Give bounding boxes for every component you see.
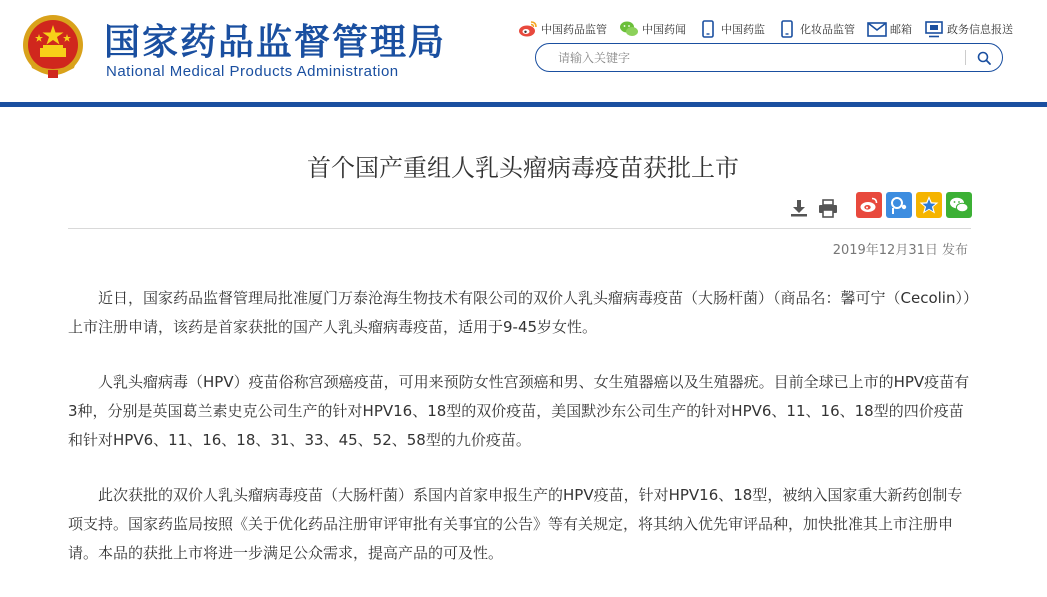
- toplink-label: 邮箱: [890, 23, 912, 36]
- publish-date: 2019年12月31日 发布: [832, 243, 968, 258]
- qzone-star-icon: [919, 195, 939, 215]
- search-button[interactable]: [973, 47, 994, 68]
- download-button[interactable]: [788, 197, 810, 219]
- share-wechat-button[interactable]: [946, 192, 972, 218]
- print-icon: [818, 199, 838, 218]
- wechat-icon: [949, 196, 969, 214]
- toplink-weibo[interactable]: [518, 19, 607, 39]
- site-header: [0, 0, 1047, 100]
- wechat-icon: [619, 19, 639, 39]
- share-tqq-button[interactable]: [886, 192, 912, 218]
- article-paragraph: 近日，国家药品监督管理局批准厦门万泰沧海生物技术有限公司的双价人乳头瘤病毒疫苗（大肠杆菌）（商品名：馨可宁（Cecolin））上市注册申请，该药是首家获批的国产人乳头瘤病毒疫苗，适用于9-45岁女性。: [68, 289, 971, 336]
- weibo-icon: [518, 19, 538, 39]
- national-emblem-icon: [18, 12, 88, 82]
- title-divider: [68, 228, 971, 229]
- mobile-icon: [777, 19, 797, 39]
- toplink-cosmetics[interactable]: [777, 19, 855, 39]
- share-bar: [856, 192, 972, 218]
- search-box: [535, 43, 1003, 72]
- search-divider: [965, 50, 966, 65]
- article-paragraph: 人乳头瘤病毒（HPV）疫苗俗称宫颈癌疫苗，可用来预防女性宫颈癌和男、女生殖器癌以及生殖器疣。目前全球已上市的HPV疫苗有3种，分别是英国葛兰素史克公司生产的针对HPV16、18型的双价疫苗，美国默沙东公司生产的针对HPV6、11、16、18型的四价疫苗和针对HPV6、11、16、18、31、33、45、52、58型的九价疫苗。: [68, 373, 970, 449]
- toplink-label: 中国药品监管: [541, 23, 607, 36]
- mail-icon: [867, 19, 887, 39]
- article-body: [68, 284, 971, 594]
- toplink-label: 中国药闻: [642, 23, 686, 36]
- monitor-icon: [924, 19, 944, 39]
- weibo-icon: [859, 196, 879, 214]
- article-title: 首个国产重组人乳头瘤病毒疫苗获批上市: [307, 154, 739, 182]
- site-title-en[interactable]: National Medical Products Administration: [106, 63, 399, 80]
- toplink-nmpa-app[interactable]: [698, 19, 765, 39]
- toplink-gov-info[interactable]: [924, 19, 1013, 39]
- search-icon: [977, 51, 991, 65]
- toplink-label: 化妆品监管: [800, 23, 855, 36]
- site-title-cn[interactable]: 国家药品监督管理局: [104, 22, 447, 63]
- tencent-weibo-icon: [889, 195, 909, 215]
- article-paragraph: 此次获批的双价人乳头瘤病毒疫苗（大肠杆菌）系国内首家申报生产的HPV疫苗，针对HPV16、18型，被纳入国家重大新药创制专项支持。国家药监局按照《关于优化药品注册审评审批有关事宜的公告》等有关规定，将其纳入优先审评品种，加快批准其上市注册申请。本品的获批上市将进一步满足公众需求，提高产品的可及性。: [68, 486, 963, 562]
- print-button[interactable]: [817, 197, 839, 219]
- top-links: [518, 18, 1013, 40]
- article-tools: [788, 196, 846, 220]
- toplink-label: 中国药监: [721, 23, 765, 36]
- header-divider-bar: [0, 102, 1047, 107]
- search-input[interactable]: [558, 47, 958, 68]
- share-weibo-button[interactable]: [856, 192, 882, 218]
- mobile-icon: [698, 19, 718, 39]
- toplink-label: 政务信息报送: [947, 23, 1013, 36]
- download-icon: [790, 199, 808, 217]
- share-qzone-button[interactable]: [916, 192, 942, 218]
- toplink-wechat[interactable]: [619, 19, 686, 39]
- toplink-mail[interactable]: [867, 19, 912, 39]
